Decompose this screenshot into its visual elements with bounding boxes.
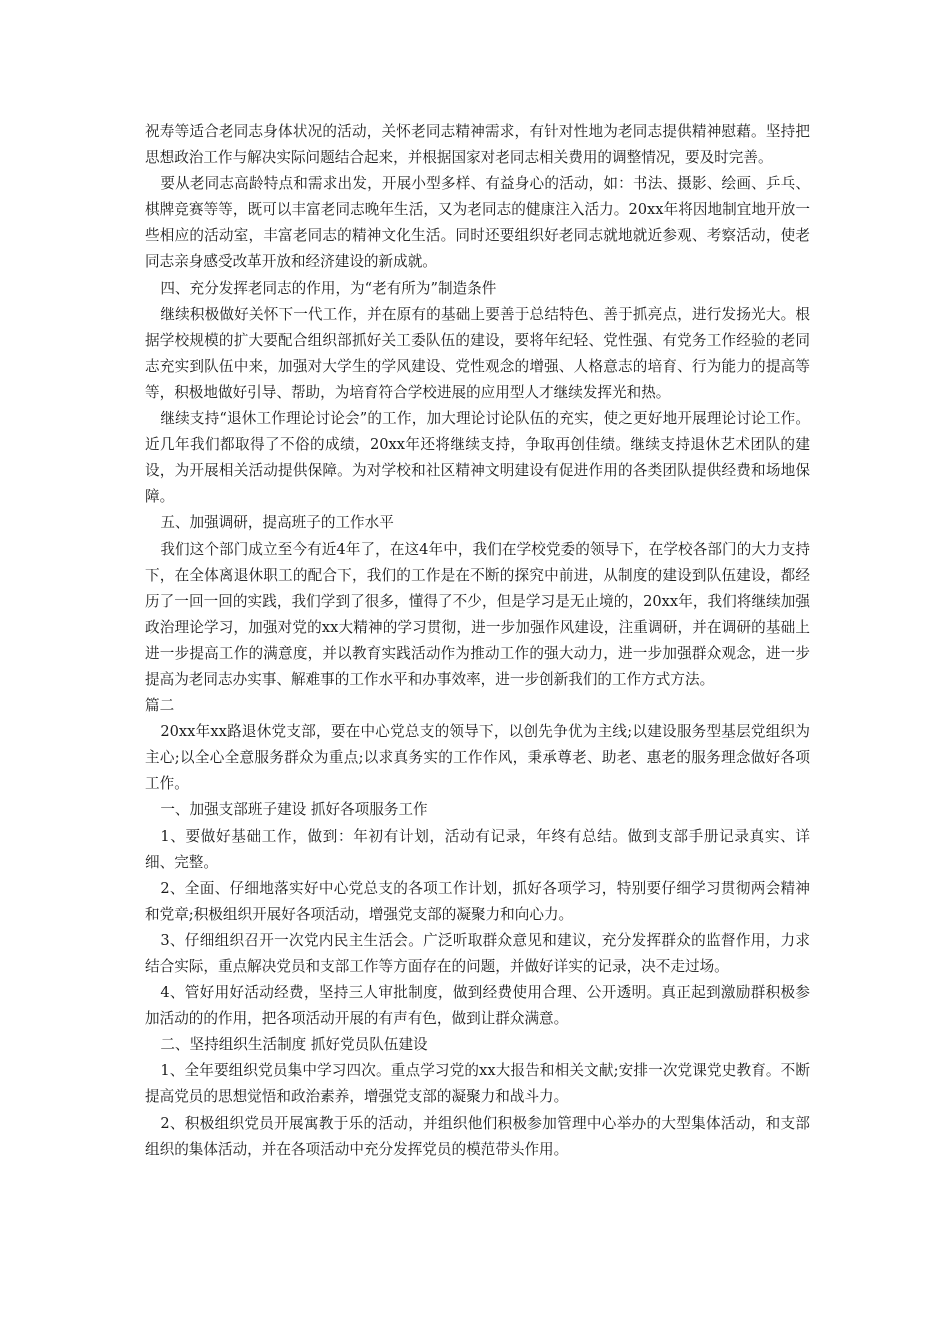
paragraph-4: 继续支持“退休工作理论讨论会”的工作，加大理论讨论队伍的充实，使之更好地开展理论讨论工作。近几年我们都取得了不俗的成绩，20xx年还将继续支持，争取再创佳绩。继续支持退休艺术团队的建设，为开展相关活动提供保障。为对学校和社区精神文明建设有促进作用的各类团队提供经费和场地保障。 <box>145 410 810 506</box>
list-item-6: 2、积极组织党员开展寓教于乐的活动，并组织他们积极参加管理中心举办的大型集体活动，和支部组织的集体活动，并在各项活动中充分发挥党员的模范带头作用。 <box>145 1114 810 1158</box>
paragraph-1: 祝寿等适合老同志身体状况的活动，关怀老同志精神需求，有针对性地为老同志提供精神慰藉。坚持把思想政治工作与解决实际问题结合起来，并根据国家对老同志相关费用的调整情况，要及时完善。 <box>145 123 810 167</box>
document-page <box>145 119 810 1163</box>
list-item-4: 4、管好用好活动经费，坚持三人审批制度，做到经费使用合理、公开透明。真正起到激励群积极参加活动的的作用，把各项活动开展的有声有色，做到让群众满意。 <box>145 984 810 1028</box>
section-heading-1: 一、加强支部班子建设 抓好各项服务工作 <box>160 801 428 819</box>
section-heading-5: 五、加强调研，提高班子的工作水平 <box>160 514 394 532</box>
list-item-1: 1、要做好基础工作，做到：年初有计划，活动有记录，年终有总结。做到支部手册记录真实、详细、完整。 <box>145 827 810 871</box>
section-heading-2: 二、坚持组织生活制度 抓好党员队伍建设 <box>160 1036 428 1054</box>
paragraph-3: 继续积极做好关怀下一代工作，并在原有的基础上要善于总结特色、善于抓亮点，进行发扬光大。根据学校规模的扩大要配合组织部抓好关工委队伍的建设，要将年纪轻、党性强、有党务工作经验的老同志充实到队伍中来，加强对大学生的学风建设、党性观念的增强、人格意志的培育、行为能力的提高等等，积极地做好引导、帮助，为培育符合学校进展的应用型人才继续发挥光和热。 <box>145 305 810 401</box>
list-item-5: 1、全年要组织党员集中学习四次。重点学习党的xx大报告和相关文献;安排一次党课党史教育。不断提高党员的思想觉悟和政治素养，增强党支部的凝聚力和战斗力。 <box>145 1062 810 1106</box>
paragraph-2: 要从老同志高龄特点和需求出发，开展小型多样、有益身心的活动，如：书法、摄影、绘画、乒乓、棋牌竞赛等等，既可以丰富老同志晚年生活，又为老同志的健康注入活力。20xx年将因地制宜地开放一些相应的活动室，丰富老同志的精神文化生活。同时还要组织好老同志就地就近参观、考察活动，使老同志亲身感受改革开放和经济建设的新成就。 <box>145 175 810 271</box>
section-heading-4: 四、充分发挥老同志的作用，为“老有所为”制造条件 <box>160 279 497 297</box>
part-heading: 篇二 <box>145 697 175 715</box>
list-item-2: 2、全面、仔细地落实好中心党总支的各项工作计划，抓好各项学习，特别要仔细学习贯彻两会精神和党章;积极组织开展好各项活动，增强党支部的凝聚力和向心力。 <box>145 879 810 923</box>
paragraph-5: 我们这个部门成立至今有近4年了，在这4年中，我们在学校党委的领导下，在学校各部门的大力支持下，在全体离退休职工的配合下，我们的工作是在不断的探究中前进，从制度的建设到队伍建设，都经历了一回一回的实践，我们学到了很多，懂得了不少，但是学习是无止境的，20xx年，我们将继续加强政治理论学习，加强对党的xx大精神的学习贯彻，进一步加强作风建设，注重调研，并在调研的基础上进一步提高工作的满意度，并以教育实践活动作为推动工作的强大动力，进一步加强群众观念，进一步提高为老同志办实事、解难事的工作水平和办事效率，进一步创新我们的工作方式方法。 <box>145 540 810 688</box>
paragraph-6: 20xx年xx路退休党支部，要在中心党总支的领导下，以创先争优为主线;以建设服务型基层党组织为主心;以全心全意服务群众为重点;以求真务实的工作作风，秉承尊老、助老、惠老的服务理念做好各项工作。 <box>145 723 810 793</box>
list-item-3: 3、仔细组织召开一次党内民主生活会。广泛听取群众意见和建议，充分发挥群众的监督作用，力求结合实际，重点解决党员和支部工作等方面存在的问题，并做好详实的记录，决不走过场。 <box>145 931 810 975</box>
